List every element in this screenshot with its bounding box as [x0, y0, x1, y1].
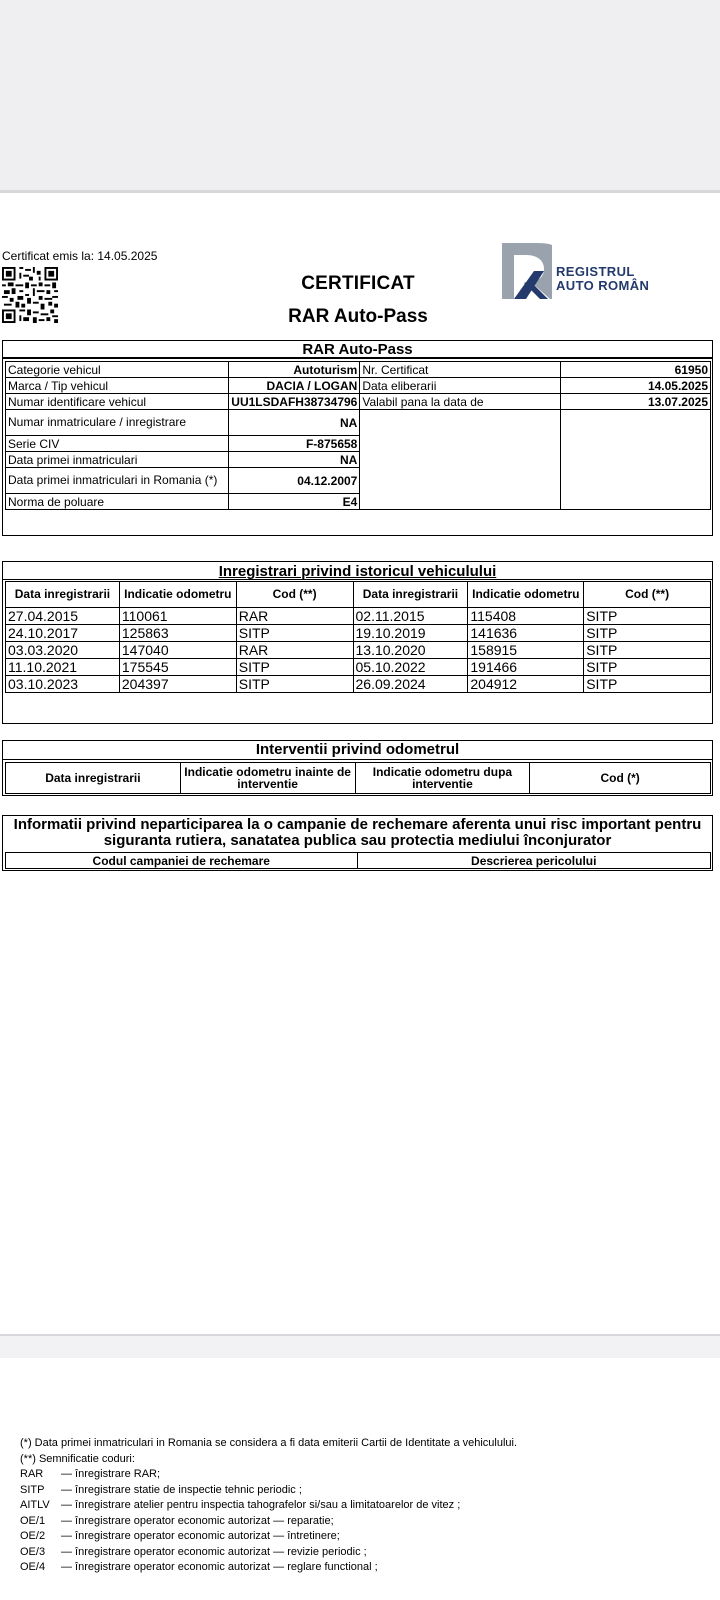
rar-logo-text — [556, 265, 649, 293]
cell: SITP — [584, 625, 711, 642]
cell: 147040 — [119, 642, 236, 659]
cell: SITP — [236, 625, 353, 642]
table-row — [6, 659, 711, 676]
table-row — [6, 378, 711, 394]
vin-value: UU1LSDAFH38734796 — [229, 394, 360, 410]
code-row — [20, 1529, 710, 1545]
cert-number-label: Nr. Certificat — [360, 362, 560, 378]
plate-label: Numar inmatriculare / inregistrare — [6, 410, 229, 436]
cell: SITP — [584, 659, 711, 676]
certificate-title: CERTIFICAT — [301, 273, 415, 294]
code: OE/4 — [20, 1561, 46, 1573]
code-row — [20, 1560, 710, 1576]
header-cell: Data inregistrarii — [353, 582, 468, 608]
cell: 05.10.2022 — [353, 659, 468, 676]
table-row — [6, 676, 711, 693]
code-desc: — înregistrare operator economic autorizat — revizie periodic ; — [61, 1545, 367, 1558]
vehicle-section-title: RAR Auto-Pass — [2, 340, 713, 358]
vin-label: Numar identificare vehicul — [6, 394, 229, 410]
pollution-value: E4 — [229, 494, 360, 510]
code-desc: — înregistrare statie de inspectie tehnic periodic ; — [61, 1483, 302, 1496]
odometer-section-title: Interventii privind odometrul — [2, 740, 713, 760]
vehicle-table — [5, 361, 711, 510]
table-row — [6, 362, 711, 378]
empty-cell — [360, 410, 560, 510]
code-row — [20, 1514, 710, 1530]
make-label: Marca / Tip vehicul — [6, 378, 229, 394]
table-row — [6, 410, 711, 436]
issue-date-value: 14.05.2025 — [560, 378, 710, 394]
first-reg-ro-value: 04.12.2007 — [229, 468, 360, 494]
cell: 13.10.2020 — [353, 642, 468, 659]
recall-section-title: Informatii privind neparticiparea la o campanie de rechemare aferenta unui risc important pentru siguranta rutiera, sanatatea publica sau protectia mediului înconjurator — [13, 816, 702, 849]
civ-label: Serie CIV — [6, 436, 229, 452]
code-row — [20, 1545, 710, 1561]
code: AITLV — [20, 1499, 50, 1511]
header-cell: Cod (*) — [530, 763, 711, 794]
code-desc: — înregistrare operator economic autorizat — întretinere; — [61, 1530, 340, 1542]
history-table — [5, 581, 711, 693]
code: RAR — [20, 1468, 44, 1480]
first-reg-label: Data primei inmatriculari — [6, 452, 229, 468]
code: OE/2 — [20, 1530, 46, 1542]
history-section-title: Inregistrari privind istoricul vehiculului — [2, 561, 713, 580]
code: OE/3 — [20, 1545, 46, 1558]
top-gray-band — [0, 0, 720, 193]
cell: 125863 — [119, 625, 236, 642]
table-row — [6, 625, 711, 642]
header-cell: Indicatie odometru dupa interventie — [355, 763, 530, 794]
valid-until-value: 13.07.2025 — [560, 394, 710, 410]
first-reg-ro-label: Data primei inmatriculari in Romania (*) — [6, 468, 229, 494]
code-desc: — înregistrare operator economic autorizat — reparatie; — [61, 1514, 334, 1527]
valid-until-label: Valabil pana la data de — [360, 394, 560, 410]
code-row — [20, 1467, 710, 1483]
civ-value: F-875658 — [229, 436, 360, 452]
category-label: Categorie vehicul — [6, 362, 229, 378]
plate-value: NA — [229, 410, 360, 436]
table-header-row — [6, 853, 711, 869]
issued-date: Certificat emis la: 14.05.2025 — [2, 249, 158, 263]
odometer-table — [5, 762, 711, 794]
recall-table — [5, 852, 711, 869]
certificate-subtitle: RAR Auto-Pass — [288, 306, 428, 327]
footnote-2: (**) Semnificatie coduri: — [20, 1452, 135, 1465]
code-desc: — înregistrare atelier pentru inspectia tahografelor si/sau a limitatoarelor de vitez ; — [61, 1499, 461, 1511]
cell: 158915 — [468, 642, 584, 659]
footnote-1: (*) Data primei inmatriculari in Romania se considera a fi data emiterii Cartii de Identitate a vehiculului. — [20, 1437, 518, 1449]
logo-line2: AUTO ROMÂN — [556, 278, 650, 293]
logo-line1: REGISTRUL — [556, 264, 635, 279]
cert-number-value: 61950 — [560, 362, 710, 378]
cell: 110061 — [119, 608, 236, 625]
code-row — [20, 1483, 710, 1499]
table-row — [6, 394, 711, 410]
cell: 03.10.2023 — [6, 676, 120, 693]
cell: 24.10.2017 — [6, 625, 120, 642]
code: SITP — [20, 1483, 45, 1496]
empty-cell — [560, 410, 710, 510]
first-reg-value: NA — [229, 452, 360, 468]
cell: RAR — [236, 642, 353, 659]
cell: SITP — [584, 676, 711, 693]
code: OE/1 — [20, 1514, 46, 1527]
header-cell: Cod (**) — [236, 582, 353, 608]
issue-date-label: Data eliberarii — [360, 378, 560, 394]
table-row — [6, 642, 711, 659]
cell: 11.10.2021 — [6, 659, 120, 676]
cell: 175545 — [119, 659, 236, 676]
cell: 02.11.2015 — [353, 608, 468, 625]
header-cell: Cod (**) — [584, 582, 711, 608]
cell: SITP — [584, 642, 711, 659]
header-cell: Indicatie odometru — [468, 582, 584, 608]
code-desc: — înregistrare RAR; — [61, 1468, 161, 1480]
cell: 141636 — [468, 625, 584, 642]
cell: SITP — [236, 659, 353, 676]
header-cell: Indicatie odometru — [119, 582, 236, 608]
cell: 191466 — [468, 659, 584, 676]
header-cell: Codul campaniei de rechemare — [6, 853, 358, 869]
cell: SITP — [584, 608, 711, 625]
code-row — [20, 1498, 710, 1514]
cell: 27.04.2015 — [6, 608, 120, 625]
table-header-row — [6, 763, 711, 794]
page-separator — [0, 1336, 720, 1358]
footnotes — [20, 1436, 710, 1576]
make-value: DACIA / LOGAN — [229, 378, 360, 394]
certificate-page — [0, 193, 720, 1336]
pollution-label: Norma de poluare — [6, 494, 229, 510]
header-cell: Descrierea pericolului — [357, 853, 711, 869]
category-value: Autoturism — [229, 362, 360, 378]
cell: 19.10.2019 — [353, 625, 468, 642]
cell: 26.09.2024 — [353, 676, 468, 693]
header-cell: Indicatie odometru inainte de interventie — [180, 763, 355, 794]
cell: 204397 — [119, 676, 236, 693]
table-row — [6, 608, 711, 625]
header-cell: Data inregistrarii — [6, 763, 181, 794]
table-header-row — [6, 582, 711, 608]
code-desc: — înregistrare operator economic autorizat — reglare functional ; — [61, 1561, 378, 1573]
cell: 115408 — [468, 608, 584, 625]
cell: 204912 — [468, 676, 584, 693]
cell: 03.03.2020 — [6, 642, 120, 659]
cell: SITP — [236, 676, 353, 693]
header-cell: Data inregistrarii — [6, 582, 120, 608]
cell: RAR — [236, 608, 353, 625]
